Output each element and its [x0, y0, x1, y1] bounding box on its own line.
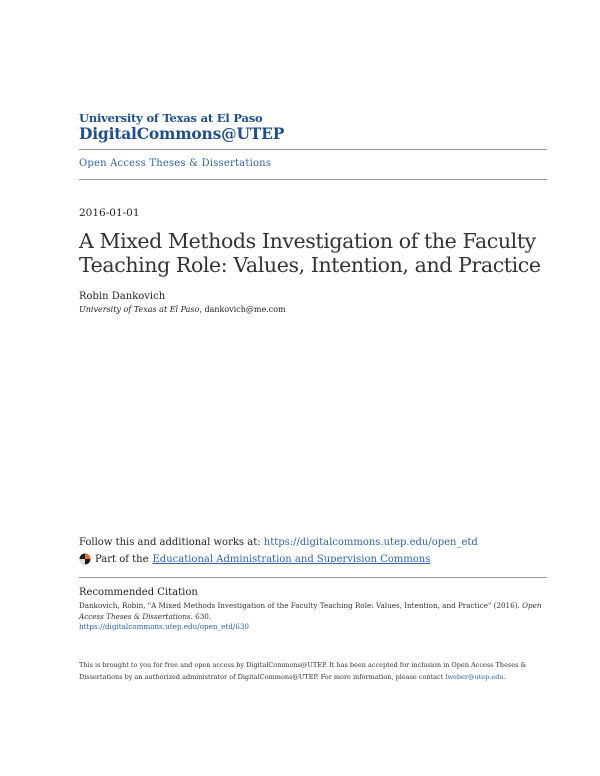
series-link[interactable]: Open Access Theses & Dissertations	[79, 158, 272, 169]
part-of-text: Part of the	[95, 553, 149, 565]
access-statement	[79, 659, 549, 683]
author-email: , dankovich@me.com	[199, 305, 286, 314]
citation-body	[79, 601, 549, 633]
document-title: A Mixed Methods Investigation of the Faculty Teaching Role: Values, Intention, and Practice	[79, 229, 541, 277]
repository-name[interactable]: DigitalCommons@UTEP	[79, 124, 285, 143]
divider	[79, 577, 547, 578]
author-institution: University of Texas at El Paso	[79, 305, 200, 314]
author-name: Robin Dankovich	[79, 291, 166, 302]
citation-series: Open Access Theses & Dissertations	[79, 601, 542, 621]
citation-link[interactable]: https://digitalcommons.utep.edu/open_etd/630	[79, 622, 249, 631]
access-end: .	[503, 673, 506, 681]
university-name[interactable]: University of Texas at El Paso	[79, 111, 263, 125]
bepress-network-icon	[79, 553, 91, 565]
follow-text: Follow this and additional works at:	[79, 537, 264, 548]
access-text: This is brought to you for free and open access by DigitalCommons@UTEP. It has been accepted for inclusion in Open Access Theses & Dissertations by an authorized administrator of DigitalCommons@UTEP. For more information, please contact	[79, 661, 527, 681]
follow-line	[79, 537, 478, 548]
follow-link[interactable]: https://digitalcommons.utep.edu/open_etd	[263, 537, 478, 548]
commons-link[interactable]: Educational Administration and Supervision Commons	[152, 553, 431, 565]
publication-date: 2016-01-01	[79, 207, 140, 219]
citation-text: Dankovich, Robin, "A Mixed Methods Investigation of the Faculty Teaching Role: Values, Intention, and Practice" (2016).	[79, 601, 523, 610]
citation-number: . 630.	[190, 611, 212, 621]
contact-email-link[interactable]: lweber@utep.edu	[445, 673, 504, 681]
part-of-line	[79, 553, 430, 565]
divider	[79, 179, 547, 180]
citation-heading: Recommended Citation	[79, 587, 198, 598]
author-affiliation	[79, 305, 286, 314]
divider	[79, 149, 547, 150]
